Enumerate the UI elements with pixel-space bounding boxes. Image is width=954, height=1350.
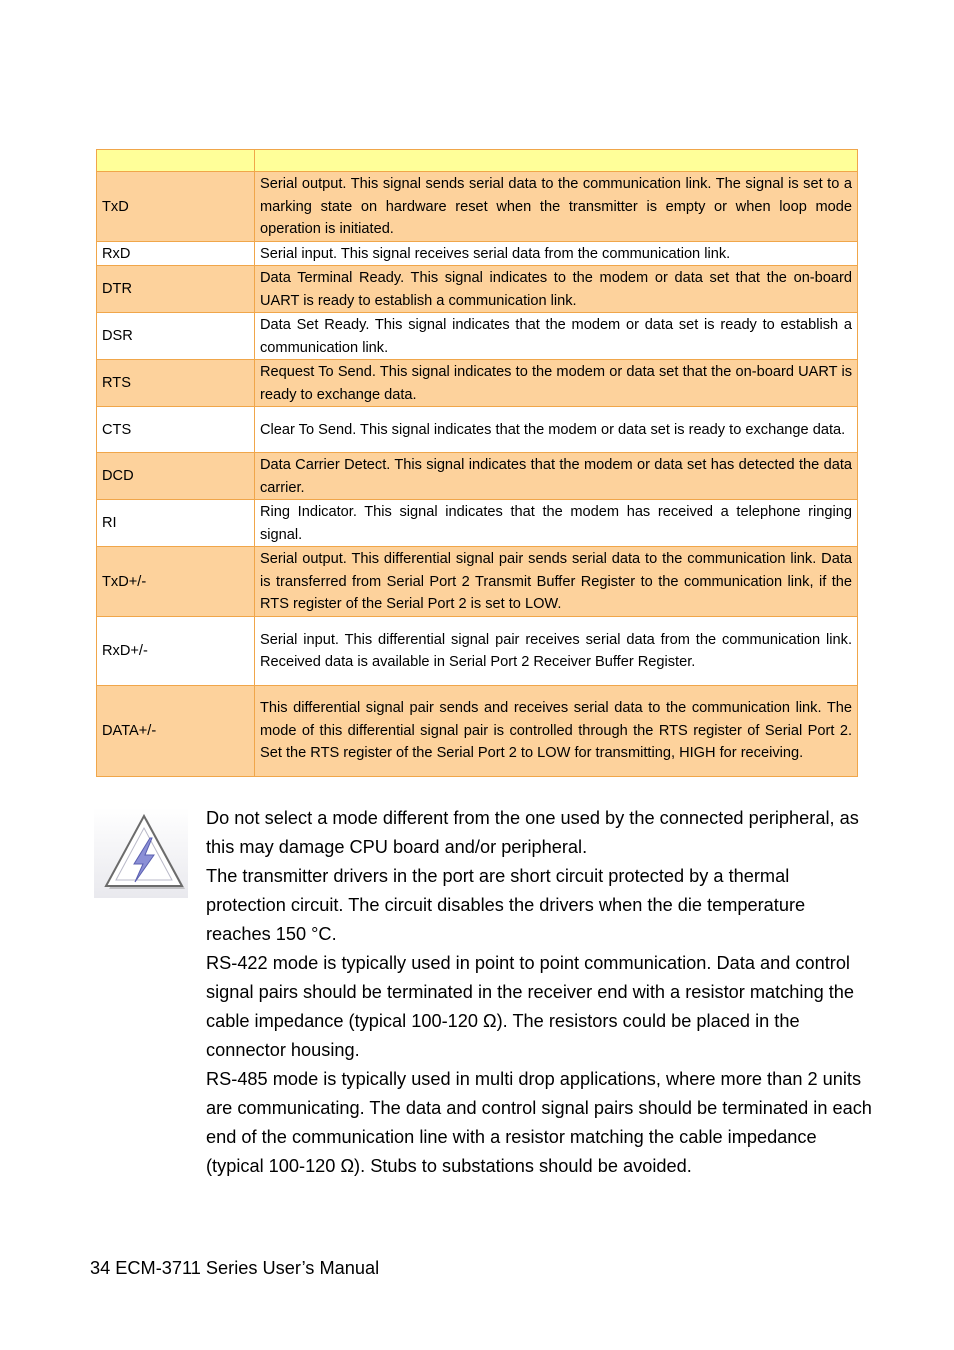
signal-description: Request To Send. This signal indicates to the modem or data set that the on-board UART is ready to exchange data.: [255, 360, 858, 407]
table-row: [97, 241, 858, 266]
table-row: [97, 172, 858, 242]
table-row: [97, 360, 858, 407]
signal-name: DTR: [97, 266, 255, 313]
signal-description: Data Carrier Detect. This signal indicates that the modem or data set has detected the data carrier.: [255, 453, 858, 500]
table-row: [97, 313, 858, 360]
signal-description: Data Terminal Ready. This signal indicates to the modem or data set that the on-board UART is ready to establish a communication link.: [255, 266, 858, 313]
signal-name: RxD+/-: [97, 616, 255, 685]
signal-name: CTS: [97, 407, 255, 453]
note-paragraph: The transmitter drivers in the port are short circuit protected by a thermal protection circuit. The circuit disables the drivers when the die temperature reaches 150 °C.: [206, 866, 806, 944]
note-paragraph: RS-422 mode is typically used in point to point communication. Data and control signal pairs should be terminated in the receiver end with a resistor matching the cable impedance (typical 100-120 Ω). The resistors could be placed in the connector housing.: [206, 953, 855, 1060]
signal-description: Serial input. This differential signal pair receives serial data from the communication link. Received data is available in Serial Port 2 Receiver Buffer Register.: [255, 616, 858, 685]
signal-name: DSR: [97, 313, 255, 360]
header-cell-description: [255, 150, 858, 172]
signal-description-table: [96, 149, 858, 777]
note-paragraph: Do not select a mode different from the one used by the connected peripheral, as this may damage CPU board and/or peripheral.: [206, 808, 859, 857]
table-header-row: [97, 150, 858, 172]
table-row: [97, 266, 858, 313]
page-footer: 34 ECM-3711 Series User’s Manual: [90, 1258, 380, 1278]
signal-description: Serial output. This signal sends serial data to the communication link. The signal is set to a marking state on hardware reset when the transmitter is empty or when loop mode operation is initiated.: [255, 172, 858, 242]
table-row: [97, 407, 858, 453]
signal-name: DCD: [97, 453, 255, 500]
signal-name: RTS: [97, 360, 255, 407]
warning-notes: [206, 804, 874, 1181]
signal-name: TxD+/-: [97, 547, 255, 617]
signal-description: Serial output. This differential signal pair sends serial data to the communication link. Data is transferred from Serial Port 2 Transmit Buffer Register to the communication link, if the RTS register of the Serial Port 2 is set to LOW.: [255, 547, 858, 617]
note-paragraph: RS-485 mode is typically used in multi drop applications, where more than 2 units are communicating. The data and control signal pairs should be terminated in each end of the communication line with a resistor matching the cable impedance (typical 100-120 Ω). Stubs to substations should be avoided.: [206, 1069, 872, 1176]
signal-description: Ring Indicator. This signal indicates that the modem has received a telephone ringing signal.: [255, 500, 858, 547]
warning-triangle-icon: [94, 808, 188, 898]
table-row: [97, 500, 858, 547]
table-row: [97, 616, 858, 685]
signal-name: TxD: [97, 172, 255, 242]
signal-description: Clear To Send. This signal indicates that the modem or data set is ready to exchange data.: [255, 407, 858, 453]
signal-name: RI: [97, 500, 255, 547]
signal-name: DATA+/-: [97, 685, 255, 776]
signal-description: Data Set Ready. This signal indicates that the modem or data set is ready to establish a communication link.: [255, 313, 858, 360]
signal-name: RxD: [97, 241, 255, 266]
table-row: [97, 685, 858, 776]
table-row: [97, 547, 858, 617]
signal-description: This differential signal pair sends and receives serial data to the communication link. The mode of this differential signal pair is controlled through the RTS register of Serial Port 2. Set the RTS register of the Serial Port 2 to LOW for transmitting, HIGH for receiving.: [255, 685, 858, 776]
table-row: [97, 453, 858, 500]
signal-description: Serial input. This signal receives serial data from the communication link.: [255, 241, 858, 266]
header-cell-signal: [97, 150, 255, 172]
